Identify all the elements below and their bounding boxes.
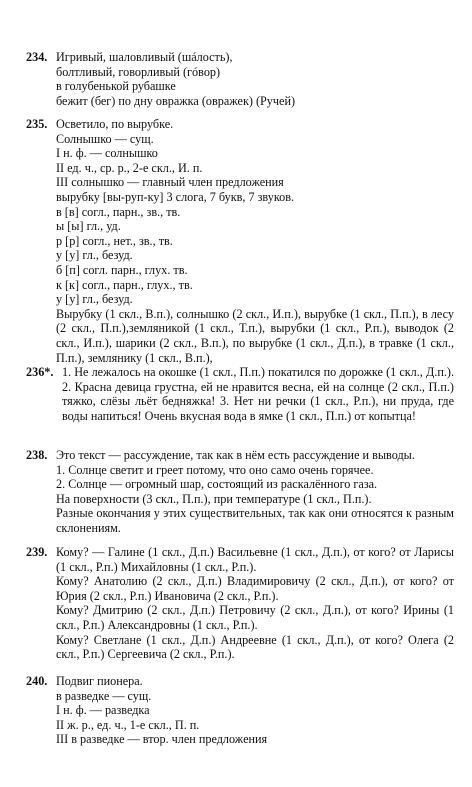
text-line: Солнышко — сущ. xyxy=(56,131,154,146)
exercise-number: 236*. xyxy=(26,365,54,379)
text-line: I н. ф. — солнышко xyxy=(56,146,158,161)
morpheme-parsed-title: Осветило, по вырубке. xyxy=(56,117,174,131)
text-paragraph: Это текст — рассуждение, так как в нём есть рассуждение и выводы. xyxy=(56,448,415,462)
exercise-number: 235. xyxy=(26,117,48,131)
text-line: 1. Солнце светит и греет потому, что оно само очень горячее. xyxy=(56,462,374,477)
exercise-text xyxy=(56,545,454,662)
text-paragraph: 1. Не лежалось на окошке (1 скл., П.п.) покатился по дорожке (1 скл., Д.п.). 2. Красна девица грустна, ей не нравится весна, ей на солнце (2 скл., П.п.) тяжко, слёзы льёт бедняжка! 3. Нет ни речки (1 скл., Р.п.), ни пруда, где воды напиться! Очень вкусная вода в ямке (1 скл., П.п.) от копытца! xyxy=(62,365,454,423)
exercise-number: 240. xyxy=(26,674,48,688)
text-line: в [в] согл., парн., зв., тв. xyxy=(56,204,181,219)
text-paragraph: Кому? — Галине (1 скл., Д.п.) Васильевне (1 скл., Д.п.), от кого? от Ларисы (1 скл., Р.п.) Михайловны (1 скл., Р.п.). xyxy=(56,545,454,574)
exercise-text xyxy=(56,448,454,536)
text-line: вырубку [вы-руп-ку] 3 слога, 7 букв, 7 звуков. xyxy=(56,189,295,204)
text-line: Игривый, шаловливый (шáлость), xyxy=(56,50,233,64)
exercise-text xyxy=(56,674,454,747)
text-paragraph: Кому? Светлане (1 скл., Д.п.) Андреевне (1 скл., Д.п.), от кого? Олега (2 скл., Р.п.) Сергеевича (2 скл., Р.п.). xyxy=(56,632,454,662)
text-line: I н. ф. — разведка xyxy=(56,703,150,718)
text-line: в разведке — сущ. xyxy=(56,688,152,703)
text-line: Подвиг пионера. xyxy=(56,674,143,688)
text-line: бежит (бег) по дну овражка (овражек) (Ручей) xyxy=(56,93,296,108)
text-line: б [п] согл. парн., глух. тв. xyxy=(56,262,188,277)
exercise-number: 234. xyxy=(26,50,48,64)
text-line: ы [ы] гл., уд. xyxy=(56,219,121,234)
text-line: к [к] согл., парн., глух., тв. xyxy=(56,277,193,292)
exercise-number: 239. xyxy=(26,545,48,559)
exercise-text xyxy=(56,117,454,365)
text-line: II ж. р., ед. ч., 1-е скл., П. п. xyxy=(56,717,200,732)
text-line: III в разведке — втор. член предложения xyxy=(56,732,268,747)
text-line: у [у] гл., безуд. xyxy=(56,292,133,307)
text-paragraph: Кому? Анатолию (2 скл., Д.п.) Владимировичу (2 скл., Д.п.), от кого? от Юрия (2 скл., Р.п.) Ивановича (2 скл., Р.п.). xyxy=(56,574,454,603)
text-line: На поверхности (3 скл., П.п.), при температуре (1 скл., П.п.). xyxy=(56,491,372,506)
text-line: в голубенькой рубашке xyxy=(56,79,176,94)
text-line: у [у] гл., безуд. xyxy=(56,248,133,263)
text-line: болтливый, говорливый (гóвор) xyxy=(56,64,221,79)
exercise-text xyxy=(62,365,454,423)
text-line: II ед. ч., ср. р., 2-е скл., И. п. xyxy=(56,160,203,175)
exercise-text xyxy=(56,50,454,108)
text-paragraph: Вырубку (1 скл., В.п.), солнышко (2 скл., И.п.), вырубке (1 скл., П.п.), в лесу (2 скл., П.п.),земляникой (1 скл., Т.п.), вырубки (1 скл., Р.п.), выводок (2 скл., И.п.), шарики (2 скл., В.п.), по вырубке (1 скл., Д.п.), в травке (1 скл., П.п.), землянику (1 скл., В.п.), xyxy=(56,306,454,365)
text-paragraph: Разные окончания у этих существительных, так как они относятся к разным склонениям. xyxy=(56,506,454,535)
exercise-number: 238. xyxy=(26,448,48,462)
text-line: р [р] согл., нет., зв., тв. xyxy=(56,233,173,248)
text-line: 2. Солнце — огромный шар, состоящий из раскалённого газа. xyxy=(56,477,378,492)
text-paragraph: Кому? Дмитрию (2 скл., Д.п.) Петровичу (2 скл., Д.п.), от кого? Ирины (1 скл., Р.п.) Александровны (1 скл., Р.п.). xyxy=(56,603,454,632)
text-line: III солнышко — главный член предложения xyxy=(56,175,284,190)
